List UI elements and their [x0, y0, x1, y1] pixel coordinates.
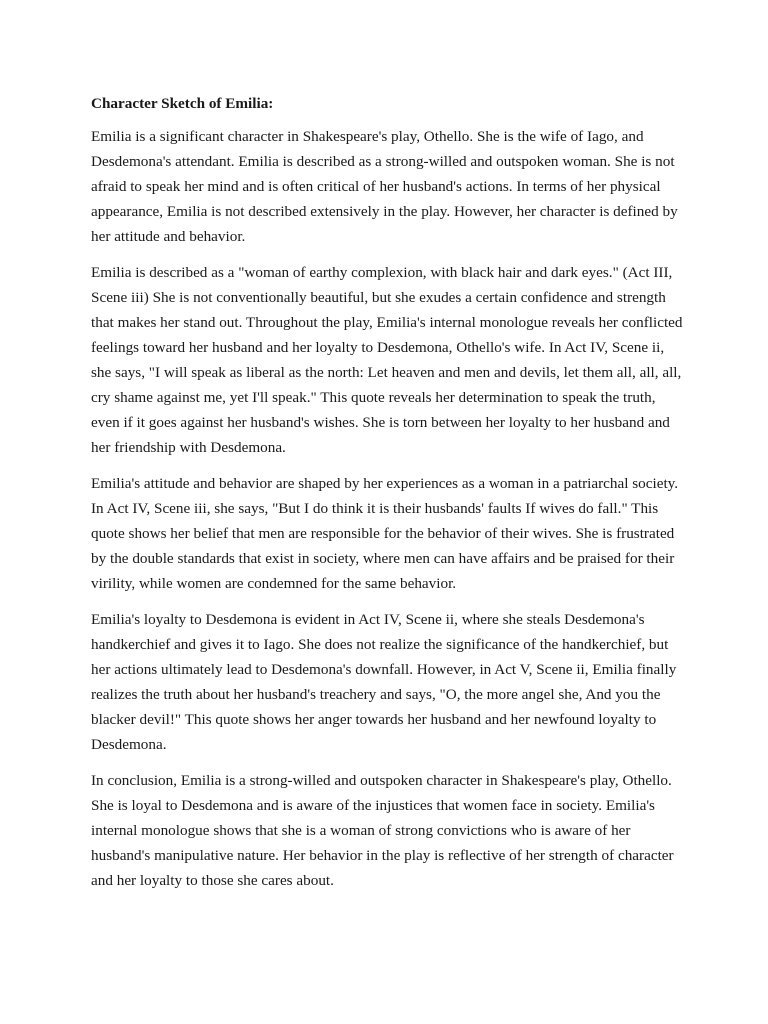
paragraph-attitude: Emilia's attitude and behavior are shaped by her experiences as a woman in a patriarchal society. In Act IV, Scene iii, she says, "But I do think it is their husbands' faults If wives do fall." This quote shows her belief that men are responsible for the behavior of their wives. She is frustrated by the double standards that exist in society, where men can have affairs and be praised for their virility, while women are condemned for the same behavior. [91, 475, 679, 592]
document-title: Character Sketch of Emilia: [91, 95, 274, 112]
paragraph-introduction: Emilia is a significant character in Shakespeare's play, Othello. She is the wife of Iago, and Desdemona's attendant. Emilia is described as a strong-willed and outspoken woman. She is not afraid to speak her mind and is often critical of her husband's actions. In terms of her physical appearance, Emilia is not described extensively in the play. However, her character is defined by her attitude and behavior. [91, 128, 678, 245]
paragraph-loyalty: Emilia's loyalty to Desdemona is evident in Act IV, Scene ii, where she steals Desdemona's handkerchief and gives it to Iago. She does not realize the significance of the handkerchief, but her actions ultimately lead to Desdemona's downfall. However, in Act V, Scene ii, Emilia finally realizes the truth about her husband's treachery and says, "O, the more angel she, And you the blacker devil!" This quote shows her anger towards her husband and her newfound loyalty to Desdemona. [91, 611, 677, 753]
paragraph-conclusion: In conclusion, Emilia is a strong-willed and outspoken character in Shakespeare's play, Othello. She is loyal to Desdemona and is aware of the injustices that women face in society. Emilia's internal monologue shows that she is a woman of strong convictions who is aware of her husband's manipulative nature. Her behavior in the play is reflective of her strength of character and her loyalty to those she cares about. [91, 772, 674, 889]
paragraph-appearance: Emilia is described as a "woman of earthy complexion, with black hair and dark eyes." (Act III, Scene iii) She is not conventionally beautiful, but she exudes a certain confidence and strength that makes her stand out. Throughout the play, Emilia's internal monologue reveals her conflicted feelings toward her husband and her loyalty to Desdemona, Othello's wife. In Act IV, Scene ii, she says, "I will speak as liberal as the north: Let heaven and men and devils, let them all, all, all, cry shame against me, yet I'll speak." This quote reveals her determination to speak the truth, even if it goes against her husband's wishes. She is torn between her loyalty to her husband and her friendship with Desdemona. [91, 264, 683, 456]
document-page [91, 94, 687, 904]
